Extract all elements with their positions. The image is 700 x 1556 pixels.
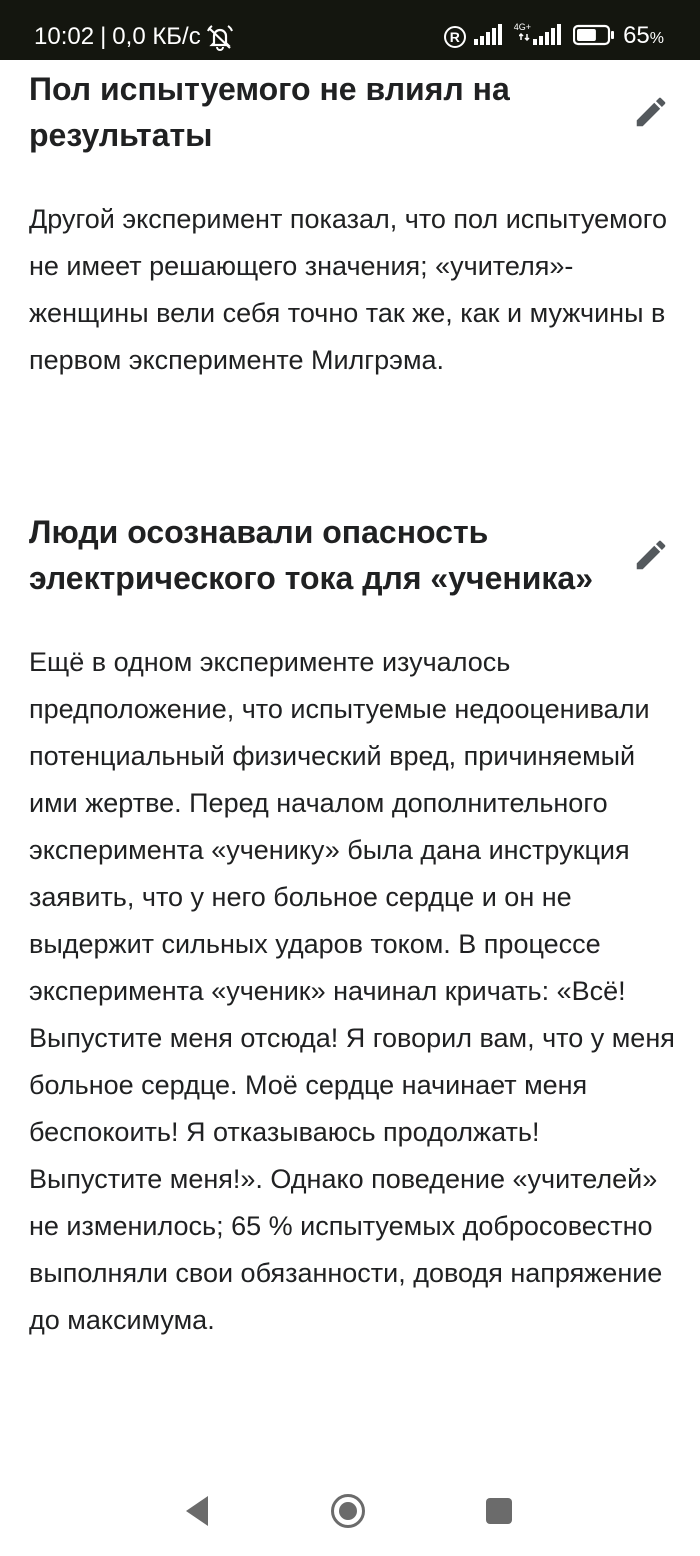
section-paragraph: Другой эксперимент показал, что пол испытуемого не имеет решающего значения; «учителя»-женщины вели себя точно так же, как и мужчины в первом эксперименте Милгрэма. <box>29 204 668 375</box>
recents-icon[interactable] <box>484 1492 514 1535</box>
dnd-off-icon <box>205 23 235 51</box>
status-right <box>444 22 664 52</box>
signal-icon <box>474 24 506 51</box>
battery-icon <box>573 24 615 51</box>
home-icon[interactable] <box>329 1492 367 1535</box>
section-heading: Пол испытуемого не влиял на результаты <box>29 71 510 153</box>
edit-pencil-icon[interactable] <box>632 93 670 131</box>
back-icon[interactable] <box>180 1492 212 1535</box>
network-type-label: 4G+ <box>513 22 532 32</box>
registered-icon: R <box>444 26 466 48</box>
edit-pencil-icon[interactable] <box>632 536 670 574</box>
status-speed: 0,0 КБ/с <box>112 23 201 50</box>
status-time: 10:02 <box>34 23 95 50</box>
navigation-bar <box>0 1470 700 1556</box>
battery-percent <box>623 21 664 54</box>
section-gender <box>29 66 669 384</box>
section-electric-danger <box>29 509 675 1344</box>
status-bar <box>0 0 700 60</box>
section-paragraph: Ещё в одном эксперименте изучалось предположение, что испытуемые недооценивали потенциальный физический вред, причиняемый ими жертве. Перед началом дополнительного эксперимента «ученику» была дана инструкция заявить, что у него больное сердце и он не выдержит сильных ударов током. В процессе эксперимента «ученик» начинал кричать: «Всё! Выпустите меня отсюда! Я говорил вам, что у меня больное сердце. Моё сердце начинает меня беспокоить! Я отказываюсь продолжать! Выпустите меня!». Однако поведение «учителей» не изменилось; 65 % испытуемых добросовестно выполняли свои обязанности, доводя напряжение до максимума. <box>29 647 675 1335</box>
section-heading: Люди осознавали опасность электрического тока для «ученика» <box>29 514 593 596</box>
status-left <box>34 22 235 52</box>
battery-percent-unit: % <box>649 29 664 47</box>
status-separator: | <box>100 23 107 50</box>
battery-percent-value: 65 <box>623 21 650 49</box>
